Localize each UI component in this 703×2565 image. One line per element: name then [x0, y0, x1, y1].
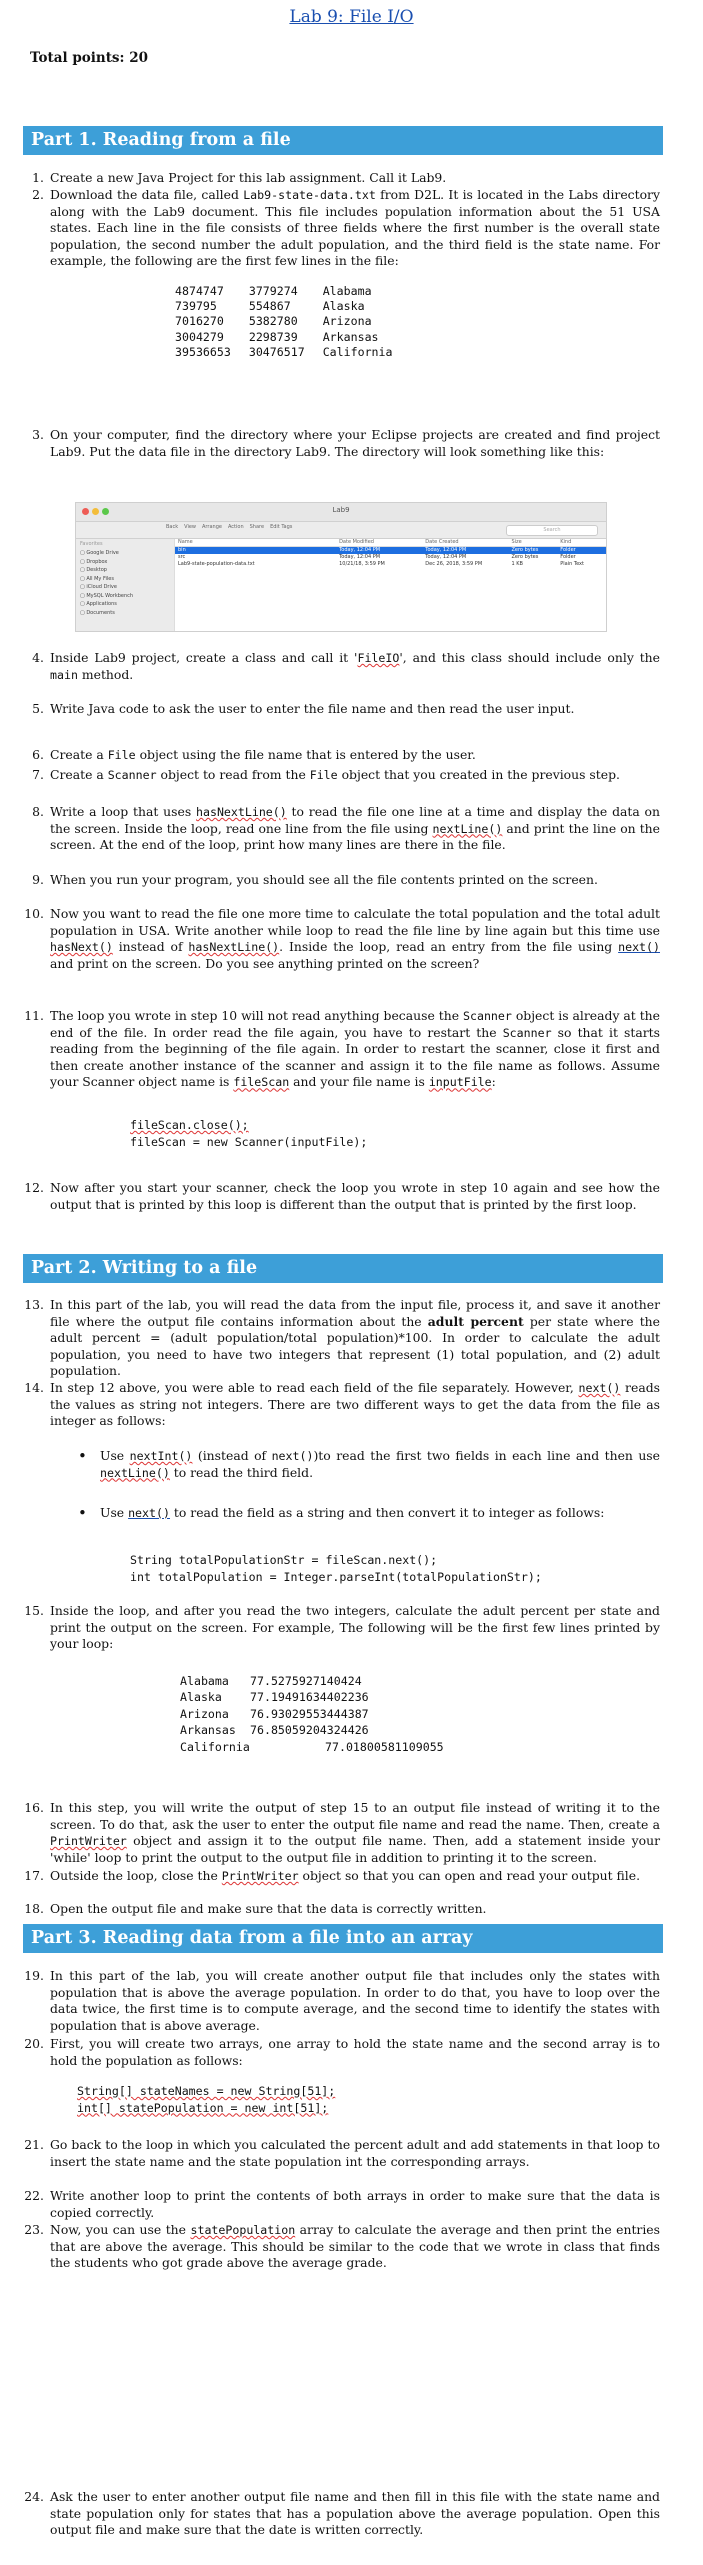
step-2: 2. Download the data file, called Lab9-state-data.txt from D2L. It is located in the Labs directory along with the Lab9 document. This file includes population information about the 51 USA states. Each line in the file consists of three fields where the first number is the overall state population, the second number the adult population, and the third field is the state name. For example, the following are the first few lines in the file: — [32, 187, 660, 269]
adult-percent: 77.19491634402236 — [250, 1690, 369, 1705]
table-row — [175, 330, 411, 345]
step-3: 3. On your computer, find the directory where your Eclipse projects are created and find project Lab9. Put the data file in the directory Lab9. The directory will look something like this: — [32, 427, 660, 459]
adult-percent: 76.85059204324426 — [250, 1723, 369, 1738]
adult-percent: 76.93029553444387 — [250, 1706, 369, 1721]
table-cell: 30476517 — [248, 344, 305, 359]
code-parseint: String totalPopulationStr = fileScan.next(); int totalPopulation = Integer.parseInt(totalPopulationStr); — [130, 1553, 542, 1584]
file-row[interactable] — [175, 554, 606, 561]
output-line — [180, 1689, 444, 1705]
output-line — [180, 1706, 444, 1722]
sidebar-item[interactable]: ▢ Google Drive — [80, 550, 119, 556]
step-22: 22. Write another loop to print the contents of both arrays in order to make sure that the data is copied correctly. — [24, 2188, 660, 2220]
table-cell: Arkansas — [322, 329, 379, 344]
finder-sidebar — [76, 539, 175, 631]
state-name: Arkansas — [180, 1723, 236, 1738]
step-1: 1. Create a new Java Project for this lab assignment. Call it Lab9. — [32, 170, 447, 185]
step-18: 18. Open the output file and make sure that the data is correctly written. — [24, 1901, 487, 1916]
step-13: 13. In this part of the lab, you will read the data from the input file, process it, and save it another file where the output file contains information about the adult percent per state where the adult percent = (adult population/total population)*100. In order to calculate the adult population, you need to have two integers that represent (1) total population, and (2) adult population. — [24, 1297, 660, 1379]
bullet-parseint: • Use next() to read the field as a string and then convert it to integer as follows: — [100, 1505, 660, 1522]
toolbar-item[interactable]: Back — [166, 524, 179, 530]
toolbar-item[interactable]: View — [184, 524, 197, 530]
step-6: 6. Create a File object using the file name that is entered by the user. — [32, 747, 476, 762]
adult-percent: 77.5275927140424 — [250, 1674, 362, 1688]
file-cell: Today, 12:04 PM — [425, 554, 467, 560]
sidebar-item[interactable]: ▢ Documents — [80, 609, 115, 616]
file-cell: Lab9-state-population-data.txt — [178, 561, 255, 567]
file-row[interactable] — [175, 547, 606, 554]
finder-search-field[interactable]: Search — [506, 525, 598, 536]
toolbar-item[interactable]: Edit Tags — [270, 524, 293, 530]
column-header[interactable]: Size — [511, 539, 522, 545]
code-restart-scanner: fileScan.close(); fileScan = new Scanner(inputFile); — [130, 1118, 368, 1149]
finder-file-list — [175, 539, 606, 631]
file-cell: src — [178, 554, 186, 560]
state-name: Alaska — [180, 1690, 222, 1705]
finder-window-title: Lab9 — [332, 506, 350, 514]
file-cell: Zero bytes — [511, 554, 539, 560]
column-header[interactable]: Date Created — [425, 539, 459, 545]
column-header[interactable]: Name — [178, 539, 193, 545]
file-cell: Zero bytes — [511, 547, 539, 553]
output-line — [180, 1722, 444, 1738]
step-17: 17. Outside the loop, close the PrintWriter object so that you can open and read your output file. — [24, 1868, 641, 1883]
table-cell: 739795 — [175, 299, 217, 314]
column-header[interactable]: Kind — [560, 539, 572, 545]
step-11: 11. The loop you wrote in step 10 will not read anything because the Scanner object is already at the end of the file. In order read the file again, you have to restart the Scanner so that it starts reading from the beginning of the file again. In order to restart the scanner, close it first and then create another instance of the scanner and assign it to the file name as follows. Assume your Scanner object name is fileScan and your file name is inputFile: — [24, 1008, 661, 1090]
table-cell: 5382780 — [248, 314, 298, 329]
table-cell: 2298739 — [248, 329, 298, 344]
table-row — [175, 284, 411, 299]
toolbar-item[interactable]: Share — [249, 524, 265, 530]
step-8: 8. Write a loop that uses hasNextLine() to read the file one line at a time and display the data on the screen. Inside the loop, read one line from the file using nextLine() and print the line on the screen. At the end of the loop, print how many lines are there in the file. — [32, 804, 661, 853]
step-20: 20. First, you will create two arrays, one array to hold the state name and the second array is to hold the population as follows: — [24, 2036, 660, 2068]
table-cell: California — [322, 344, 393, 359]
part2-header: Part 2. Writing to a file — [23, 1254, 663, 1283]
total-points: Total points: 20 — [30, 50, 149, 66]
code-arrays: String[] stateNames = new String[51]; int[] statePopulation = new int[51]; — [77, 2084, 336, 2115]
file-cell: Plain Text — [560, 561, 584, 567]
file-cell: Folder — [560, 547, 576, 553]
bullet-nextint: • Use nextInt() (instead of next())to read the first two fields in each line and then use nextLine() to read the third field. — [100, 1448, 660, 1481]
table-cell: Alabama — [322, 284, 372, 298]
table-cell: 39536653 — [175, 344, 231, 359]
step-10: 10. Now you want to read the file one more time to calculate the total population and the total adult population in USA. Write another while loop to read the file line by line again but this time use hasNext() instead of hasNextLine(). Inside the loop, read an entry from the file using next() and print on the screen. Do you see anything printed on the screen? — [24, 906, 660, 971]
adult-percent: 77.01800581109055 — [325, 1739, 444, 1754]
document-title: Lab 9: File I/O — [289, 7, 414, 27]
finder-toolbar — [166, 524, 292, 530]
part1-header: Part 1. Reading from a file — [23, 126, 663, 155]
file-cell: Today, 12:04 PM — [339, 554, 381, 560]
sidebar-item[interactable]: ▢ Dropbox — [80, 558, 108, 565]
step-14: 14. In step 12 above, you were able to read each field of the file separately. However, next() reads the values as string not integers. There are two different ways to get the data from the file as integer as follows: — [24, 1380, 660, 1429]
sidebar-item[interactable]: ▢ Desktop — [80, 567, 107, 573]
file-row[interactable] — [175, 561, 606, 568]
file-cell: Today, 12:04 PM — [339, 547, 381, 553]
toolbar-item[interactable]: Action — [227, 524, 244, 530]
column-header[interactable]: Date Modified — [339, 539, 374, 545]
table-cell: 7016270 — [175, 314, 224, 329]
table-row — [175, 299, 411, 314]
step-4: 4. Inside Lab9 project, create a class and call it 'FileIO', and this class should include only the main method. — [32, 650, 660, 682]
table-cell: Arizona — [322, 314, 372, 329]
sidebar-item[interactable]: ▢ All My Files — [80, 575, 114, 582]
table-cell: Alaska — [322, 299, 365, 314]
file-cell: 10/21/18, 3:59 PM — [339, 561, 385, 567]
table-row — [175, 314, 411, 329]
step-9: 9. When you run your program, you should see all the file contents printed on the screen. — [32, 872, 598, 887]
step-15: 15. Inside the loop, and after you read the two integers, calculate the adult percent per state and print the output on the screen. For example, The following will be the first few lines printed by your loop: — [24, 1603, 660, 1652]
file-cell: 1 KB — [511, 561, 523, 567]
step-16: 16. In this step, you will write the output of step 15 to an output file instead of writing it to the screen. To do that, ask the user to enter the output file name and read the name. Then, create a PrintWriter object and assign it to the output file name. Then, add a statement inside your 'while' loop to print the output to the output file in addition to printing it to the screen. — [24, 1800, 660, 1865]
part3-header: Part 3. Reading data from a file into an array — [23, 1924, 663, 1953]
file-cell: bin — [178, 547, 186, 553]
sidebar-item[interactable]: ▢ MySQL Workbench — [80, 592, 134, 599]
table-cell: 3004279 — [175, 329, 224, 344]
state-name: Alabama — [180, 1674, 229, 1688]
step-23: 23. Now, you can use the statePopulation array to calculate the average and then print the entries that are above the average. This should be similar to the code that we wrote in class that finds the students who got grade above the average grade. — [24, 2222, 660, 2271]
toolbar-item[interactable]: Arrange — [202, 524, 222, 530]
step-21: 21. Go back to the loop in which you calculated the percent adult and add statements in that loop to insert the state name and the state population int the corresponding arrays. — [24, 2137, 660, 2169]
table-row — [175, 345, 411, 360]
sidebar-item[interactable]: ▢ iCloud Drive — [80, 584, 117, 590]
step-7: 7. Create a Scanner object to read from the File object that you created in the previous step. — [32, 767, 620, 782]
sidebar-item[interactable]: ▢ Applications — [80, 601, 117, 607]
file-cell: Dec 26, 2018, 3:59 PM — [425, 561, 483, 567]
step-12: 12. Now after you start your scanner, check the loop you wrote in step 10 again and see how the output that is printed by this loop is different than the output that is printed by the first loop. — [24, 1180, 660, 1212]
state-name: Arizona — [180, 1706, 229, 1721]
adult-percent-output — [180, 1673, 444, 1755]
sidebar-heading: Favorites — [80, 541, 103, 547]
population-sample-table — [175, 284, 411, 360]
output-line — [180, 1739, 444, 1755]
finder-window-screenshot — [75, 502, 607, 632]
step-19: 19. In this part of the lab, you will create another output file that includes only the states with population that is above the average population. In order to do that, you have to loop over the data twice, the first time is to compute average, and the second time to identify the states with population that is above average. — [24, 1968, 660, 2033]
state-name: California — [180, 1739, 250, 1754]
file-cell: Today, 12:04 PM — [425, 547, 467, 553]
output-line — [180, 1673, 444, 1689]
file-cell: Folder — [560, 554, 576, 560]
table-cell: 4874747 — [175, 284, 224, 298]
table-cell: 554867 — [248, 299, 291, 314]
step-5: 5. Write Java code to ask the user to enter the file name and then read the user input. — [32, 701, 575, 716]
table-cell: 3779274 — [248, 284, 298, 298]
step-24: 24. Ask the user to enter another output file name and then fill in this file with the state name and state population only for states that has a population above the average population. Open this output file and make sure that the date is written correctly. — [24, 2489, 660, 2538]
